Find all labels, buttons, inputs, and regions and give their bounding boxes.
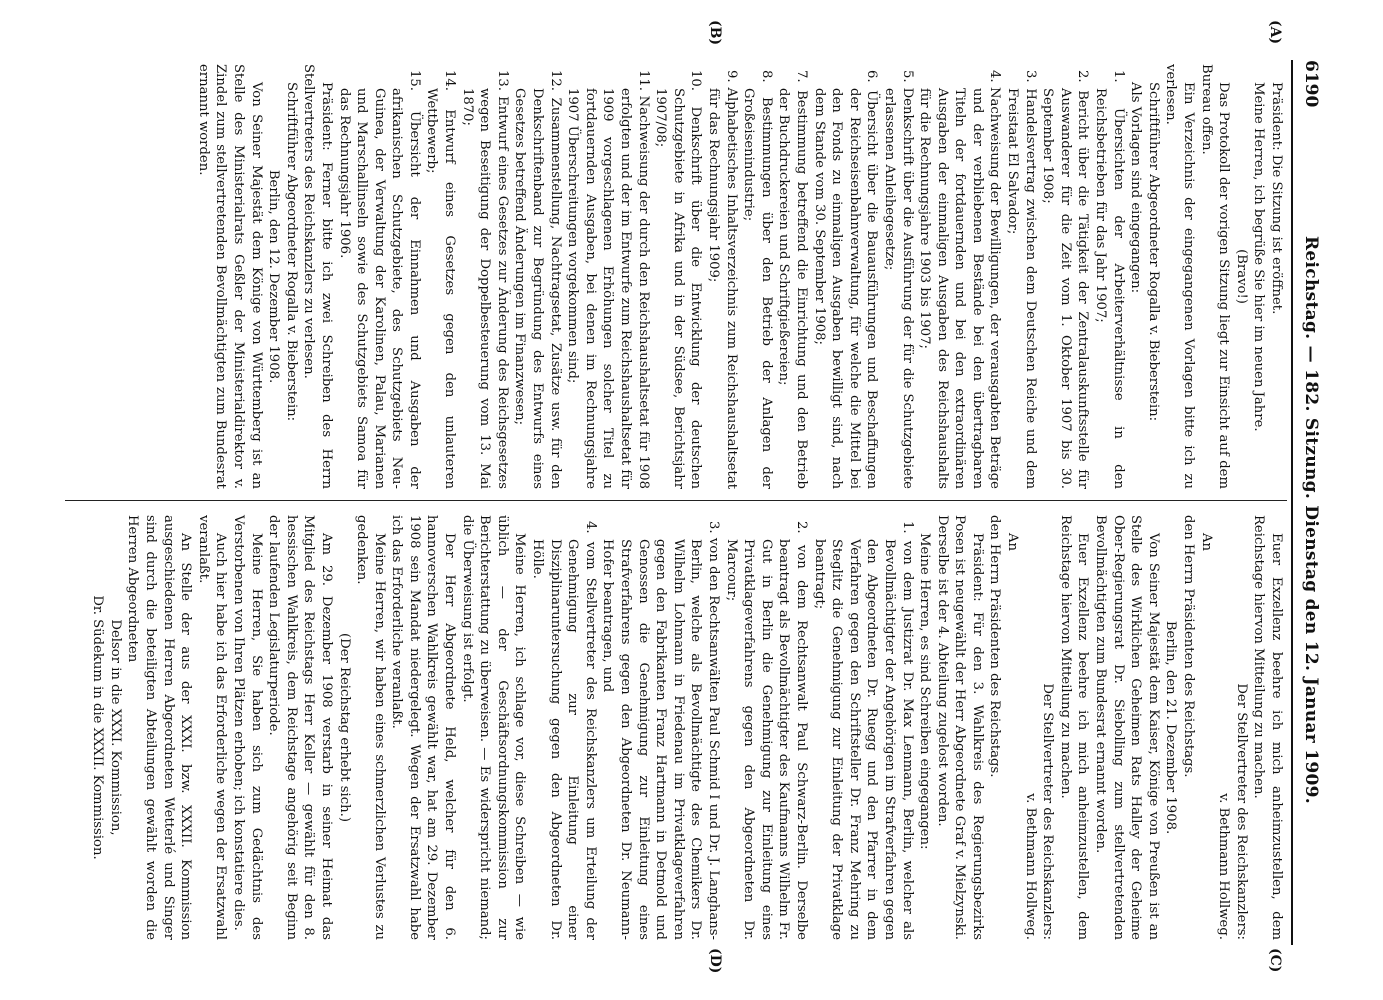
right-paragraph: Von Seiner Majestät dem Kaiser, Könige von Preußen ist an Stelle des Wirklichen Geheimen Rats Halley der Geheime Ober-Regierungsrat Dr. Siebolling zum stellvertretenden Bevollmächtigten zum Bundesrat ernannt worden. [1093,515,1161,940]
left-paragraph: 13. Entwurf eines Gesetzes zur Änderung des Reichsgesetzes wegen Beseitigung der Doppelbesteuerung vom 13. Mai 1870; [459,70,510,489]
right-paragraph: An [1198,533,1214,552]
left-paragraph: 2. Bericht über die Tätigkeit der Zentralauskunftsstelle für Auswanderer für die Zeit vom 1. Oktober 1907 bis 30. September 1908; [1040,70,1091,489]
left-paragraph: Als Vorlagen sind eingegangen: [1128,82,1144,294]
margin-mark-b: (B) [707,20,723,46]
right-paragraph: den Herrn Präsidenten des Reichstags. [987,515,1003,778]
right-paragraph: Auch hier habe ich das Erforderliche wegen der Ersatzwahl veranlaßt. [195,515,229,940]
left-paragraph: 7. Bestimmung betreffend die Einrichtung und den Betrieb der Buchdruckereien und Schriftgießereien; [776,70,809,489]
right-paragraph: Euer Exzellenz beehre ich mich anheimzustellen, dem Reichstage hiervon Mitteilung zu machen. [1251,515,1284,940]
left-paragraph: Berlin, den 12. Dezember 1908. [266,169,282,384]
left-paragraph: 3. Handelsvertrag zwischen dem Deutschen Reiche und dem Freistaat El Salvador; [1005,70,1038,489]
right-paragraph: v. Bethmann Hollweg. [1022,793,1038,940]
left-paragraph: Präsident: Die Sitzung ist eröffnet. [1269,82,1284,315]
column-divider [65,500,1287,501]
left-paragraph: 14. Entwurf eines Gesetzes gegen den unlauteren Wettbewerb; [424,70,458,489]
page-number: 6190 [1301,60,1321,108]
left-paragraph: 1. Übersichten der Arbeiterverhältnisse in den Reichsbetrieben für das Jahr 1907; [1093,70,1126,489]
left-paragraph: 9. Alphabetisches Inhaltsverzeichnis zum Reichshaushaltsetat für das Rechnungsjahr 1909; [706,70,739,489]
right-paragraph: 3. von den Rechtsanwälten Paul Schmid I und Dr. J. Langhans-Berlin, welche als Bevollmächtigte des Chemikers Dr. Wilhelm Lohmann in Friedenau im Privatklageverfahren gegen den Fabrikanten Franz Hartmann in Detmold und Genossen die Genehmigung zur Einleitung eines Strafverfahrens gegen den Abgeordneten Dr. Neumann-Hofer beantragen, und [600,521,721,940]
right-paragraph: Berlin, den 21. Dezember 1908. [1163,620,1179,835]
left-paragraph: 6. Übersicht über die Bauausführungen und Beschaffungen der Reichseisenbahnverwaltung, für welche die Mittel bei den Fonds zu einmaligen Ausgaben bewilligt sind, nach dem Stande vom 30. September 1908; [811,70,880,489]
right-paragraph: (Der Reichstag erhebt sich.) [336,633,352,822]
left-paragraph: Ein Verzeichnis der eingegangenen Vorlagen bitte ich zu verlesen. [1163,64,1197,489]
right-paragraph: Der Stellvertreter des Reichskanzlers: [1040,683,1056,940]
right-paragraph: 4. vom Stellvertreter des Reichskanzlers um Erteilung der Genehmigung zur Einleitung einer Disziplinaruntersuchung gegen den Abgeordneten Dr. Hölle. [530,521,598,940]
right-paragraph: Am 29. Dezember 1908 verstarb in seiner Heimat das Mitglied des Reichstags Herr Keller — gewählt für den 8. hessischen Wahlkreis, dem Reichstage angehörig seit Beginn der laufenden Legislaturperiode. [266,515,334,940]
left-paragraph: Präsident: Ferner bitte ich zwei Schreiben des Herrn Stellvertreters des Reichskanzlers zu verlesen. [301,64,334,489]
right-paragraph: An Stelle der aus der XXXI. bzw. XXXII. Kommission ausgeschiedenen Herren Abgeordneten Wetterlé und Singer sind durch die beteiligten Abteilungen gewählt worden die Herren Abgeordneten [125,515,194,940]
left-paragraph: (Bravo!) [1233,249,1249,304]
right-paragraph: Der Stellvertreter des Reichskanzlers: [1233,683,1249,940]
right-paragraph: 2. von dem Rechtsanwalt Paul Schwarz-Berlin. Derselbe beantragt als Bevollmächtigter des Kaufmanns Wilhelm Fr. Gut in Berlin die Genehmigung zur Einleitung eines Privatklageverfahrens gegen den Abgeordneten Dr. Marcour; [723,521,809,940]
right-paragraph: Präsident: Für den 3. Wahlkreis des Regierungsbezirks Posen ist neugewählt der Herr Abgeordnete Graf v. Mielzynski. Derselbe ist der 4. Abteilung zugelost worden. [934,515,985,940]
right-paragraph: Dr. Südekum in die XXXII. Kommission. [90,595,106,860]
margin-mark-a: (A) [1267,20,1283,45]
left-paragraph: 10. Denkschrift über die Entwicklung der deutschen Schutzgebiete in Afrika und in der Südsee, Berichtsjahr 1907/08; [653,70,704,489]
left-column [194,64,1285,489]
right-column [89,515,1285,940]
right-paragraph: Der Herr Abgeordnete Held, welcher für den 6. hannoverschen Wahlkreis gewählt war, hat am 29. Dezember 1908 sein Mandat niedergelegt. Wegen der Ersatzwahl habe ich das Erforderliche veranlaßt. [389,515,458,940]
left-paragraph: Meine Herren, ich begrüße Sie hier im neuen Jahre. [1251,82,1267,432]
left-paragraph: Von Seiner Majestät dem Könige von Württemberg ist an Stelle des Ministerialrats Geßler der Ministerialdirektor v. Zindel zum stellvertretenden Bevollmächtigten zum Bundesrat ernannt worden. [195,64,264,489]
right-paragraph: An [1005,533,1021,552]
right-paragraph: v. Bethmann Hollweg. [1216,793,1232,940]
header-rule [1291,60,1293,945]
right-paragraph: Meine Herren, es sind Schreiben eingegangen: [917,533,933,850]
left-paragraph: Das Protokoll der vorigen Sitzung liegt zur Einsicht auf dem Bureau offen. [1198,64,1232,489]
right-paragraph: Meine Herren, ich schlage vor, diese Schreiben — wie üblich — der Geschäftsordnungskommission zur Berichterstattung zu überweisen. — Es widerspricht niemand; die Überweisung ist erfolgt. [459,515,528,940]
left-paragraph: 4. Nachweisung der Bewilligungen, der verausgabten Beträge und der verbliebenen Bestände bei den übertragbaren Titeln der fortdauernden und bei den extraordinären Ausgaben der einmaligen Ausgaben des Reichshaushalts für die Rechnungsjahre 1903 bis 1907; [917,70,1003,489]
left-paragraph: Schriftführer Abgeordneter Rogalla v. Bieberstein: [1145,82,1161,422]
right-paragraph: 1. von dem Justizrat Dr. Max Lenmann, Berlin, welcher als Bevollmächtigter der Angehörigen im Strafverfahren gegen den Abgeordneten Dr. Ruegg und den Pfarrer in dem Verfahren gegen den Schriftsteller Dr. Franz Mehring zu Steglitz die Genehmigung zur Einleitung der Privatklage beantragt; [811,521,915,940]
left-paragraph: 12. Zusammenstellung, Nachtragsetat, Zusätze usw. für den Denkschriftenband zur Begründung des Entwurfs eines Gesetzes betreffend Änderungen im Finanzwesen; [512,70,563,489]
left-paragraph: 8. Bestimmungen über den Betrieb der Anlagen der Großeisenindustrie; [741,70,774,489]
right-paragraph: Meine Herren, wir haben eines schmerzlichen Verlustes zu gedenken. [354,515,387,940]
page-title: Reichstag. — 182. Sitzung. Dienstag den 12. Januar 1909. [1301,236,1321,804]
left-paragraph: Schriftführer Abgeordneter Rogalla v. Bieberstein: [283,82,299,422]
right-paragraph: den Herrn Präsidenten des Reichstags. [1181,515,1197,778]
right-paragraph: Meine Herren, Sie haben sich zum Gedächtnis des Verstorbenen von Ihren Plätzen erhoben; ich konstatiere dies. [230,515,264,940]
margin-mark-d: (D) [707,948,723,974]
right-paragraph: Euer Exzellenz beehre ich mich anheimzustellen, dem Reichstage hiervon Mitteilung zu machen. [1057,515,1091,940]
left-paragraph: 11. Nachweisung der durch den Reichshaushaltsetat für 1908 erfolgten und der im Entwurfe zum Reichshaushaltsetat für 1909 vorgeschlagenen Erhöhungen solcher Titel zu fortdauernden Ausgaben, bei denen im Rechnungsjahre 1907 Überschreitungen vorgekommen sind; [565,70,651,489]
left-paragraph: 5. Denkschrift über die Ausführung der für die Schutzgebiete erlassenen Anleihegesetze; [881,70,915,489]
margin-mark-c: (C) [1267,948,1283,973]
page-header [1295,60,1325,940]
right-paragraph: Delsor in die XXXI. Kommission, [107,619,123,836]
left-paragraph: 15. Übersicht der Einnahmen und Ausgaben der afrikanischen Schutzgebiete, des Schutzgebiets Neu-Guinea, der Verwaltung der Karolinen, Palau, Marianen und Marschallinseln sowie des Schutzgebiets Samoa für das Rechnungsjahr 1906. [336,70,422,489]
